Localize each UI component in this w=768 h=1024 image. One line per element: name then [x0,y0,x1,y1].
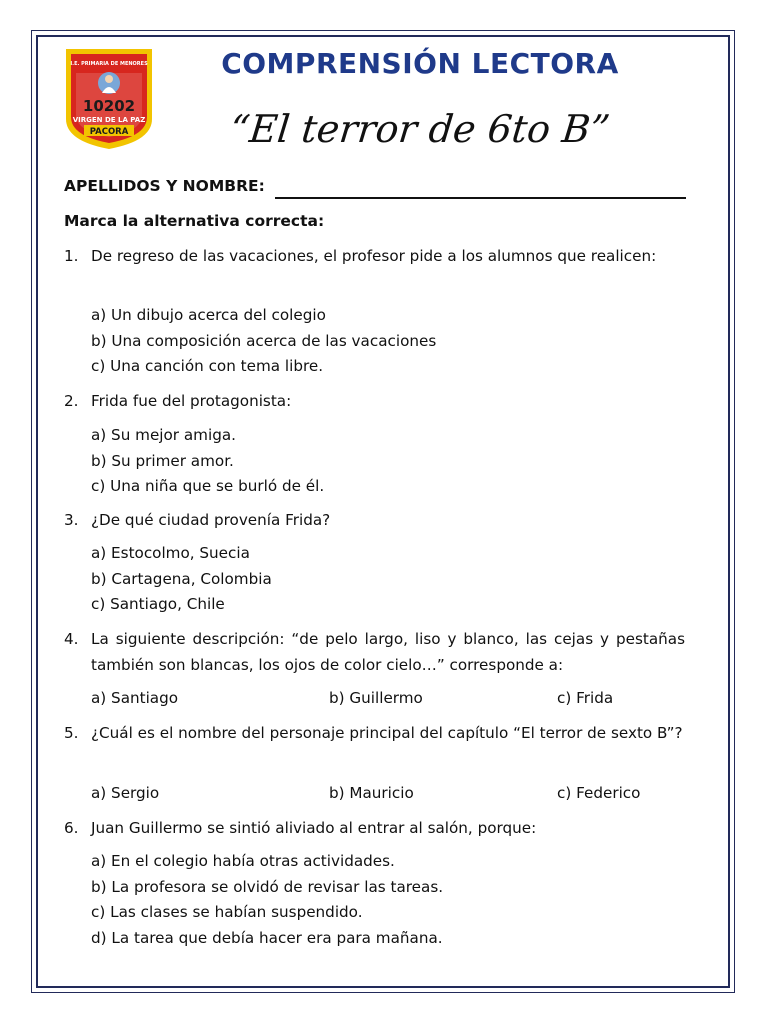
option[interactable]: c) Las clases se habían suspendido. [91,903,363,921]
question-1-options [91,303,436,380]
question-4-options [91,686,691,712]
question-text: ¿Cuál es el nombre del personaje principal del capítulo “El terror de sexto B”? [91,724,683,742]
question-5-options [91,781,691,807]
question-text: Juan Guillermo se sintió aliviado al entrar al salón, porque: [91,819,537,837]
question-4 [64,627,685,678]
question-6 [64,816,685,842]
question-number: 1. [64,247,79,265]
question-number: 2. [64,392,79,410]
question-number: 4. [64,630,79,648]
question-text: Frida fue del protagonista: [91,392,292,410]
option[interactable]: b) Mauricio [329,784,414,802]
question-2 [64,389,685,415]
question-number: 6. [64,819,79,837]
option[interactable]: a) Sergio [91,784,160,802]
logo-line2: VIRGEN DE LA PAZ [72,116,146,124]
option[interactable]: a) Un dibujo acerca del colegio [91,306,326,324]
option[interactable]: b) La profesora se olvidó de revisar las tareas. [91,877,444,896]
question-number: 3. [64,511,79,529]
option[interactable]: a) Santiago [91,689,179,707]
option[interactable]: c) Una canción con tema libre. [91,357,324,375]
question-text: ¿De qué ciudad provenía Frida? [91,511,331,529]
question-3 [64,508,685,534]
question-5 [64,721,685,747]
question-text: De regreso de las vacaciones, el profesor pide a los alumnos que realicen: [91,247,657,265]
question-3-options [91,541,272,618]
question-number: 5. [64,724,79,742]
option[interactable]: a) En el colegio había otras actividades. [91,852,395,870]
question-text: La siguiente descripción: “de pelo largo, liso y blanco, las cejas y pestañas también son blancas, los ojos de color cielo…” corresponde a: [91,630,685,674]
option[interactable]: c) Federico [557,784,641,802]
question-1 [64,244,685,270]
name-label: APELLIDOS Y NOMBRE: [64,177,265,195]
name-field-row [64,173,704,199]
option[interactable]: b) Cartagena, Colombia [91,569,272,588]
instructions: Marca la alternativa correcta: [64,212,325,230]
option[interactable]: b) Su primer amor. [91,451,234,470]
option[interactable]: b) Una composición acerca de las vacaciones [91,331,437,350]
option[interactable]: a) Su mejor amiga. [91,426,236,444]
option[interactable]: d) La tarea que debía hacer era para mañana. [91,928,443,947]
option[interactable]: c) Santiago, Chile [91,595,225,613]
option[interactable]: b) Guillermo [329,689,423,707]
name-answer-line[interactable] [275,179,686,199]
page-subtitle: “El terror de 6to B” [228,107,612,151]
option[interactable]: a) Estocolmo, Suecia [91,544,250,562]
question-2-options [91,423,324,500]
school-logo [62,45,156,151]
question-6-options [91,849,443,951]
logo-line3: PACORA [89,127,129,137]
option[interactable]: c) Una niña que se burló de él. [91,477,325,495]
option[interactable]: c) Frida [557,689,614,707]
logo-number: 10202 [82,97,136,115]
page-title: COMPRENSIÓN LECTORA [221,47,619,80]
logo-arc-text: I.E. PRIMARIA DE MENORES [70,61,148,67]
